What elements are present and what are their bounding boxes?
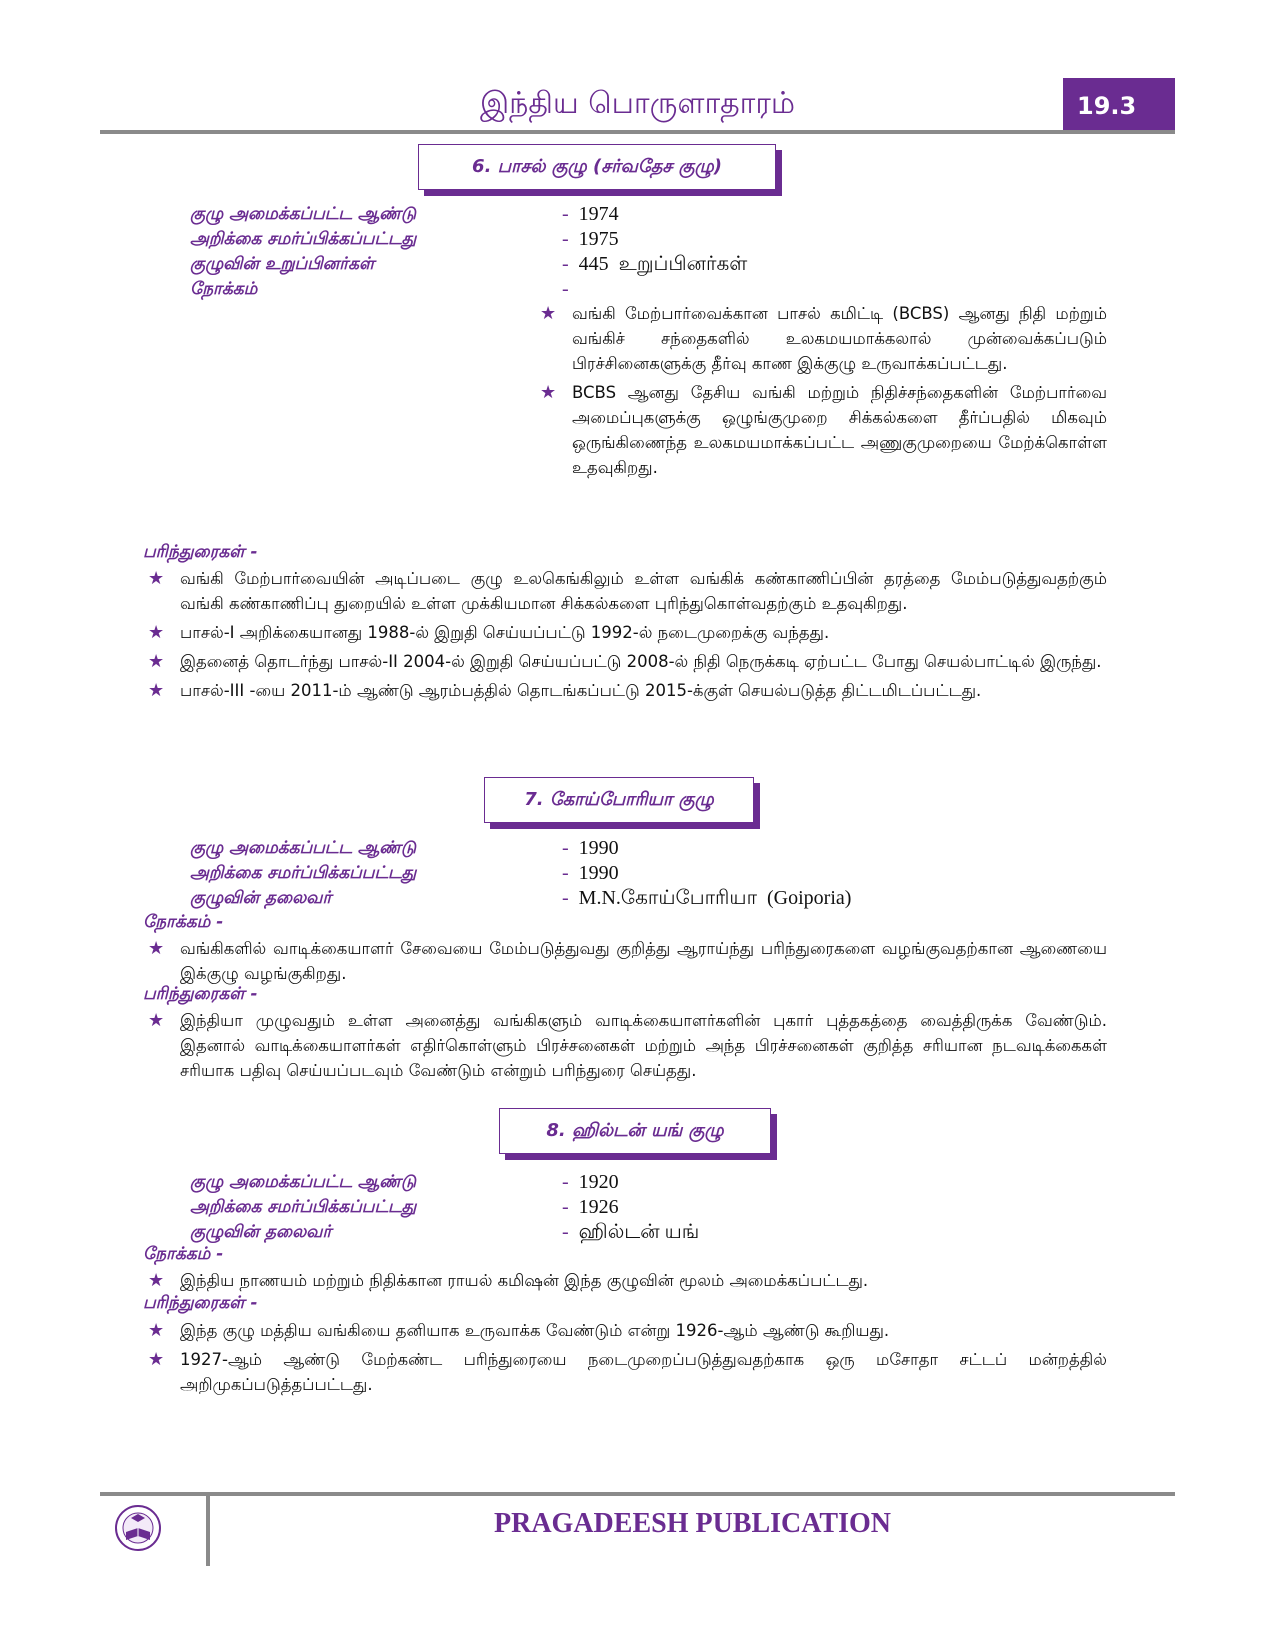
list-item [140, 1268, 1107, 1293]
fact-value: 1974 [578, 203, 619, 225]
dash: - [562, 887, 569, 909]
list-item-text: பாசல்-III -யை 2011-ம் ஆண்டு ஆரம்பத்தில் தொடங்கப்பட்டு 2015-க்குள் செயல்படுத்த திட்டமிடப்பட்டது. [180, 681, 982, 700]
fact-key: அறிக்கை சமர்ப்பிக்கப்பட்டது [190, 863, 417, 883]
list-item [140, 620, 1107, 645]
section-7-aim-list [140, 936, 1107, 990]
section-8-recommendations-list [140, 1318, 1107, 1401]
fact-value: 445 உறுப்பினர்கள் [578, 253, 748, 275]
fact-value-wrap [562, 1170, 619, 1195]
fact-value: 1975 [578, 228, 619, 250]
star-icon: ★ [148, 568, 165, 589]
fact-row [190, 1170, 1190, 1195]
fact-value: ஹில்டன் யங் [578, 1221, 700, 1243]
fact-value-wrap [562, 202, 619, 227]
fact-row [190, 861, 1190, 886]
fact-row [190, 277, 1190, 302]
dash: - [562, 278, 569, 300]
fact-row [190, 252, 1190, 277]
fact-value-wrap [562, 836, 619, 861]
footer-divider [100, 1492, 1175, 1496]
list-item [140, 1347, 1107, 1397]
fact-row [190, 202, 1190, 227]
fact-row [190, 1220, 1190, 1245]
fact-row [190, 886, 1190, 911]
list-item-text: பாசல்-I அறிக்கையானது 1988-ல் இறுதி செய்யப்பட்டு 1992-ல் நடைமுறைக்கு வந்தது. [180, 623, 830, 642]
list-item [532, 380, 1107, 480]
fact-row [190, 836, 1190, 861]
section-6-recommendations-label: பரிந்துரைகள் - [143, 542, 258, 562]
star-icon: ★ [148, 1270, 165, 1291]
star-icon: ★ [148, 938, 165, 959]
list-item [140, 678, 1107, 703]
header-divider [100, 130, 1175, 134]
fact-value-wrap [562, 1195, 619, 1220]
star-icon: ★ [148, 1010, 165, 1031]
dash: - [562, 228, 569, 250]
star-icon: ★ [148, 622, 165, 643]
publisher-name: PRAGADEESH PUBLICATION [494, 1508, 891, 1539]
section-7-heading: 7. கோய்போரியா குழு [484, 777, 754, 823]
list-item-text: வங்கி மேற்பார்வைக்கான பாசல் கமிட்டி (BCBS) ஆனது நிதி மற்றும் வங்கிச் சந்தைகளில் உலகமயமாக்கலால் முன்வைக்கப்படும் பிரச்சினைகளுக்கு தீர்வு காண இக்குழு உருவாக்கப்பட்டது. [572, 304, 1107, 373]
section-7-aim-label: நோக்கம் - [143, 912, 224, 932]
fact-key: குழு அமைக்கப்பட்ட ஆண்டு [190, 1172, 417, 1192]
fact-key: குழுவின் தலைவர் [190, 1222, 332, 1242]
list-item [140, 1008, 1107, 1083]
fact-row [190, 227, 1190, 252]
star-icon: ★ [540, 303, 557, 324]
fact-key: குழு அமைக்கப்பட்ட ஆண்டு [190, 204, 417, 224]
list-item [140, 936, 1107, 986]
fact-key: குழுவின் உறுப்பினர்கள் [190, 254, 375, 274]
section-6-aim-list [532, 301, 1107, 484]
star-icon: ★ [148, 680, 165, 701]
fact-value-wrap [562, 1220, 699, 1245]
section-6-recommendations-list [140, 566, 1107, 707]
section-7-facts [190, 836, 1190, 911]
fact-value: M.N.கோய்போரியா (Goiporia) [578, 887, 852, 909]
fact-value-wrap [562, 861, 619, 886]
star-icon: ★ [148, 1320, 165, 1341]
list-item-text: இந்த குழு மத்திய வங்கியை தனியாக உருவாக்க வேண்டும் என்று 1926-ஆம் ஆண்டு கூறியது. [180, 1321, 890, 1340]
fact-value-wrap [562, 252, 747, 277]
dash: - [562, 837, 569, 859]
dash: - [562, 1196, 569, 1218]
section-7-recommendations-label: பரிந்துரைகள் - [143, 984, 258, 1004]
page-number-badge: 19.3 [1063, 78, 1175, 134]
section-6-heading: 6. பாசல் குழு (சர்வதேச குழு) [418, 144, 776, 190]
star-icon: ★ [540, 382, 557, 403]
fact-value-wrap [562, 886, 851, 911]
list-item-text: இதனைத் தொடர்ந்து பாசல்-II 2004-ல் இறுதி செய்யப்பட்டு 2008-ல் நிதி நெருக்கடி ஏற்பட்ட போது செயல்பாட்டில் இருந்து. [180, 652, 1102, 671]
section-8-aim-label: நோக்கம் - [143, 1244, 224, 1264]
fact-value: 1926 [578, 1196, 619, 1218]
publisher-logo-icon [112, 1500, 164, 1560]
list-item-text: வங்கிகளில் வாடிக்கையாளர் சேவையை மேம்படுத்துவது குறித்து ஆராய்ந்து பரிந்துரைகளை வழங்குவதற்கான ஆணையை இக்குழு வழங்குகிறது. [180, 939, 1107, 983]
fact-key: அறிக்கை சமர்ப்பிக்கப்பட்டது [190, 229, 417, 249]
list-item [140, 566, 1107, 616]
section-6-facts [190, 202, 1190, 302]
list-item-text: BCBS ஆனது தேசிய வங்கி மற்றும் நிதிச்சந்தைகளின் மேற்பார்வை அமைப்புகளுக்கு ஒழுங்குமுறை சிக்கல்களை தீர்ப்பதில் மிகவும் ஒருங்கிணைந்த உலகமயமாக்கப்பட்ட அணுகுமுறையை மேற்க்கொள்ள உதவுகிறது. [572, 383, 1107, 477]
fact-key: குழுவின் தலைவர் [190, 888, 332, 908]
list-item [532, 301, 1107, 376]
list-item-text: இந்திய நாணயம் மற்றும் நிதிக்கான ராயல் கமிஷன் இந்த குழுவின் மூலம் அமைக்கப்பட்டது. [180, 1271, 869, 1290]
fact-value: 1920 [578, 1171, 619, 1193]
fact-value: 1990 [578, 837, 619, 859]
dash: - [562, 862, 569, 884]
section-8-aim-list [140, 1268, 1107, 1297]
dash: - [562, 203, 569, 225]
fact-key: நோக்கம் [190, 279, 258, 299]
list-item-text: இந்தியா முழுவதும் உள்ள அனைத்து வங்கிகளும் வாடிக்கையாளர்களின் புகார் புத்தகத்தை வைத்திருக்க வேண்டும். இதனால் வாடிக்கையாளர்கள் எதிர்கொள்ளும் பிரச்சனைகள் மற்றும் அந்த பிரச்சனைகள் குறித்த சரியான நடவடிக்கைகள் சரியாக பதிவு செய்யப்படவும் வேண்டும் என்றும் பரிந்துரை செய்தது. [180, 1011, 1107, 1080]
section-8-facts [190, 1170, 1190, 1245]
fact-key: குழு அமைக்கப்பட்ட ஆண்டு [190, 838, 417, 858]
section-8-heading: 8. ஹில்டன் யங் குழு [499, 1108, 771, 1154]
page-header-title: இந்திய பொருளாதாரம் [479, 86, 795, 121]
dash: - [562, 253, 569, 275]
list-item [140, 1318, 1107, 1343]
star-icon: ★ [148, 1349, 165, 1370]
fact-row [190, 1195, 1190, 1220]
fact-value: 1990 [578, 862, 619, 884]
dash: - [562, 1221, 569, 1243]
list-item [140, 649, 1107, 674]
dash: - [562, 1171, 569, 1193]
section-8-recommendations-label: பரிந்துரைகள் - [143, 1293, 258, 1313]
fact-value-wrap [562, 277, 579, 302]
section-7-recommendations-list [140, 1008, 1107, 1087]
list-item-text: 1927-ஆம் ஆண்டு மேற்கண்ட பரிந்துரையை நடைமுறைப்படுத்துவதற்காக ஒரு மசோதா சட்டப் மன்றத்தில் அறிமுகப்படுத்தப்பட்டது. [180, 1350, 1107, 1394]
list-item-text: வங்கி மேற்பார்வையின் அடிப்படை குழு உலகெங்கிலும் உள்ள வங்கிக் கண்காணிப்பின் தரத்தை மேம்படுத்துவதற்கும் வங்கி கண்காணிப்பு துறையில் உள்ள முக்கியமான சிக்கல்களை புரிந்துகொள்வதற்கும் உதவுகிறது. [180, 569, 1107, 613]
fact-key: அறிக்கை சமர்ப்பிக்கப்பட்டது [190, 1197, 417, 1217]
star-icon: ★ [148, 651, 165, 672]
fact-value-wrap [562, 227, 619, 252]
